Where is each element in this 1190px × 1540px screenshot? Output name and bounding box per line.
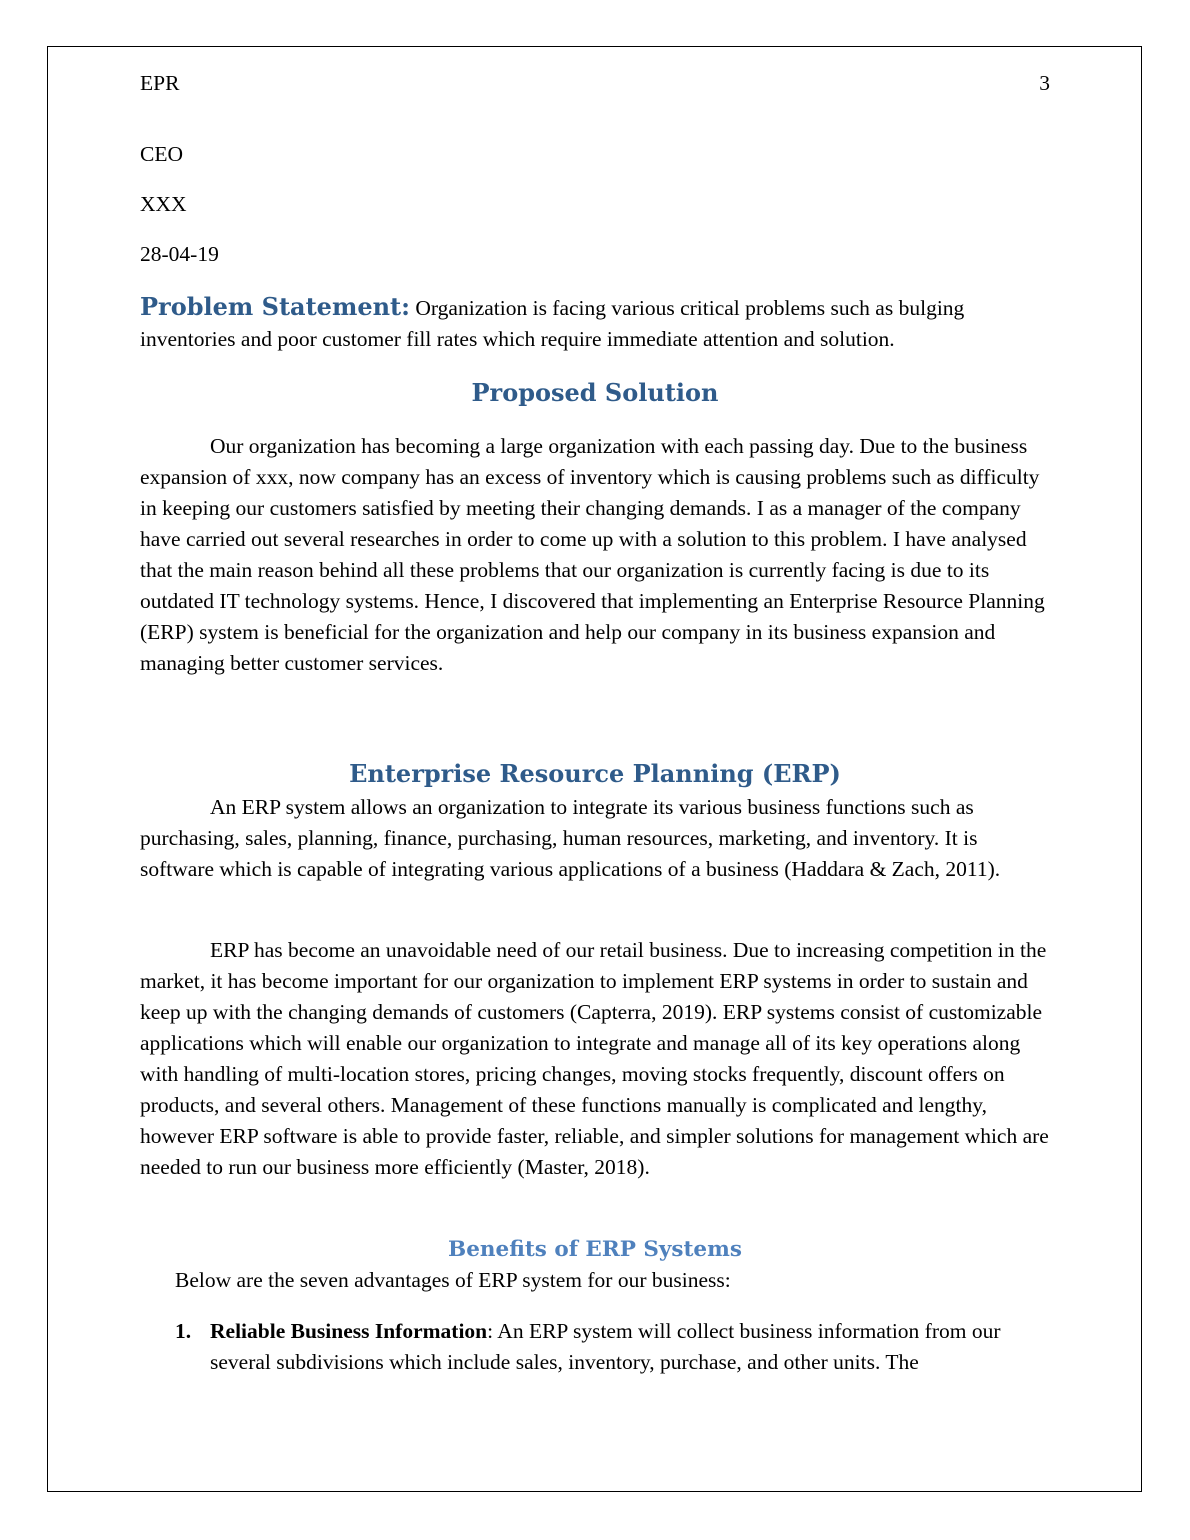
list-item-text: : An ERP system will collect business information from our several subdivisions which include sales, inventory, purchase, and other units. The bbox=[210, 1319, 1001, 1374]
problem-statement-text: Organization is facing various critical problems such as bulging inventories and poor customer fill rates which require immediate attention and solution. bbox=[140, 296, 965, 351]
erp-paragraph-2: ERP has become an unavoidable need of our retail business. Due to increasing competition in the market, it has become important for our organization to implement ERP systems in order to sustain and keep up with the changing demands of customers (Capterra, 2019). ERP systems consist of customizable applications which will enable our organization to integrate and manage all of its key operations along with handling of multi-location stores, pricing changes, moving stocks frequently, discount offers on products, and several others. Management of these functions manually is complicated and lengthy, however ERP software is able to provide faster, reliable, and simpler solutions for management which are needed to run our business more efficiently (Master, 2018). bbox=[140, 938, 1049, 1179]
list-item bbox=[175, 1316, 1050, 1378]
page-number: 3 bbox=[1039, 71, 1050, 95]
benefits-intro: Below are the seven advantages of ERP system for our business: bbox=[175, 1268, 731, 1292]
proposed-solution-paragraph: Our organization has becoming a large organization with each passing day. Due to the business expansion of xxx, now company has an excess of inventory which is causing problems such as difficulty in keeping our customers satisfied by meeting their changing demands. I as a manager of the company have carried out several researches in order to come up with a solution to this problem. I have analysed that the main reason behind all these problems that our organization is currently facing is due to its outdated IT technology systems. Hence, I discovered that implementing an Enterprise Resource Planning (ERP) system is beneficial for the organization and help our company in its business expansion and managing better customer services. bbox=[140, 434, 1045, 675]
erp-heading: Enterprise Resource Planning (ERP) bbox=[349, 759, 841, 788]
company-name: XXX bbox=[140, 192, 187, 216]
proposed-solution-heading: Proposed Solution bbox=[471, 378, 719, 407]
running-head: EPR bbox=[140, 71, 180, 95]
list-item-title: Reliable Business Information bbox=[210, 1319, 488, 1343]
recipient: CEO bbox=[140, 142, 183, 166]
page-header bbox=[140, 68, 1050, 99]
erp-paragraph-1: An ERP system allows an organization to integrate its various business functions such as purchasing, sales, planning, finance, purchasing, human resources, marketing, and inventory. It is software which is capable of integrating various applications of a business (Haddara & Zach, 2011). bbox=[140, 795, 1001, 881]
date: 28-04-19 bbox=[140, 242, 219, 266]
list-item-number: 1. bbox=[175, 1319, 192, 1343]
problem-statement-label: Problem Statement: bbox=[140, 292, 410, 321]
benefits-heading: Benefits of ERP Systems bbox=[448, 1237, 742, 1262]
problem-statement bbox=[140, 291, 1050, 355]
